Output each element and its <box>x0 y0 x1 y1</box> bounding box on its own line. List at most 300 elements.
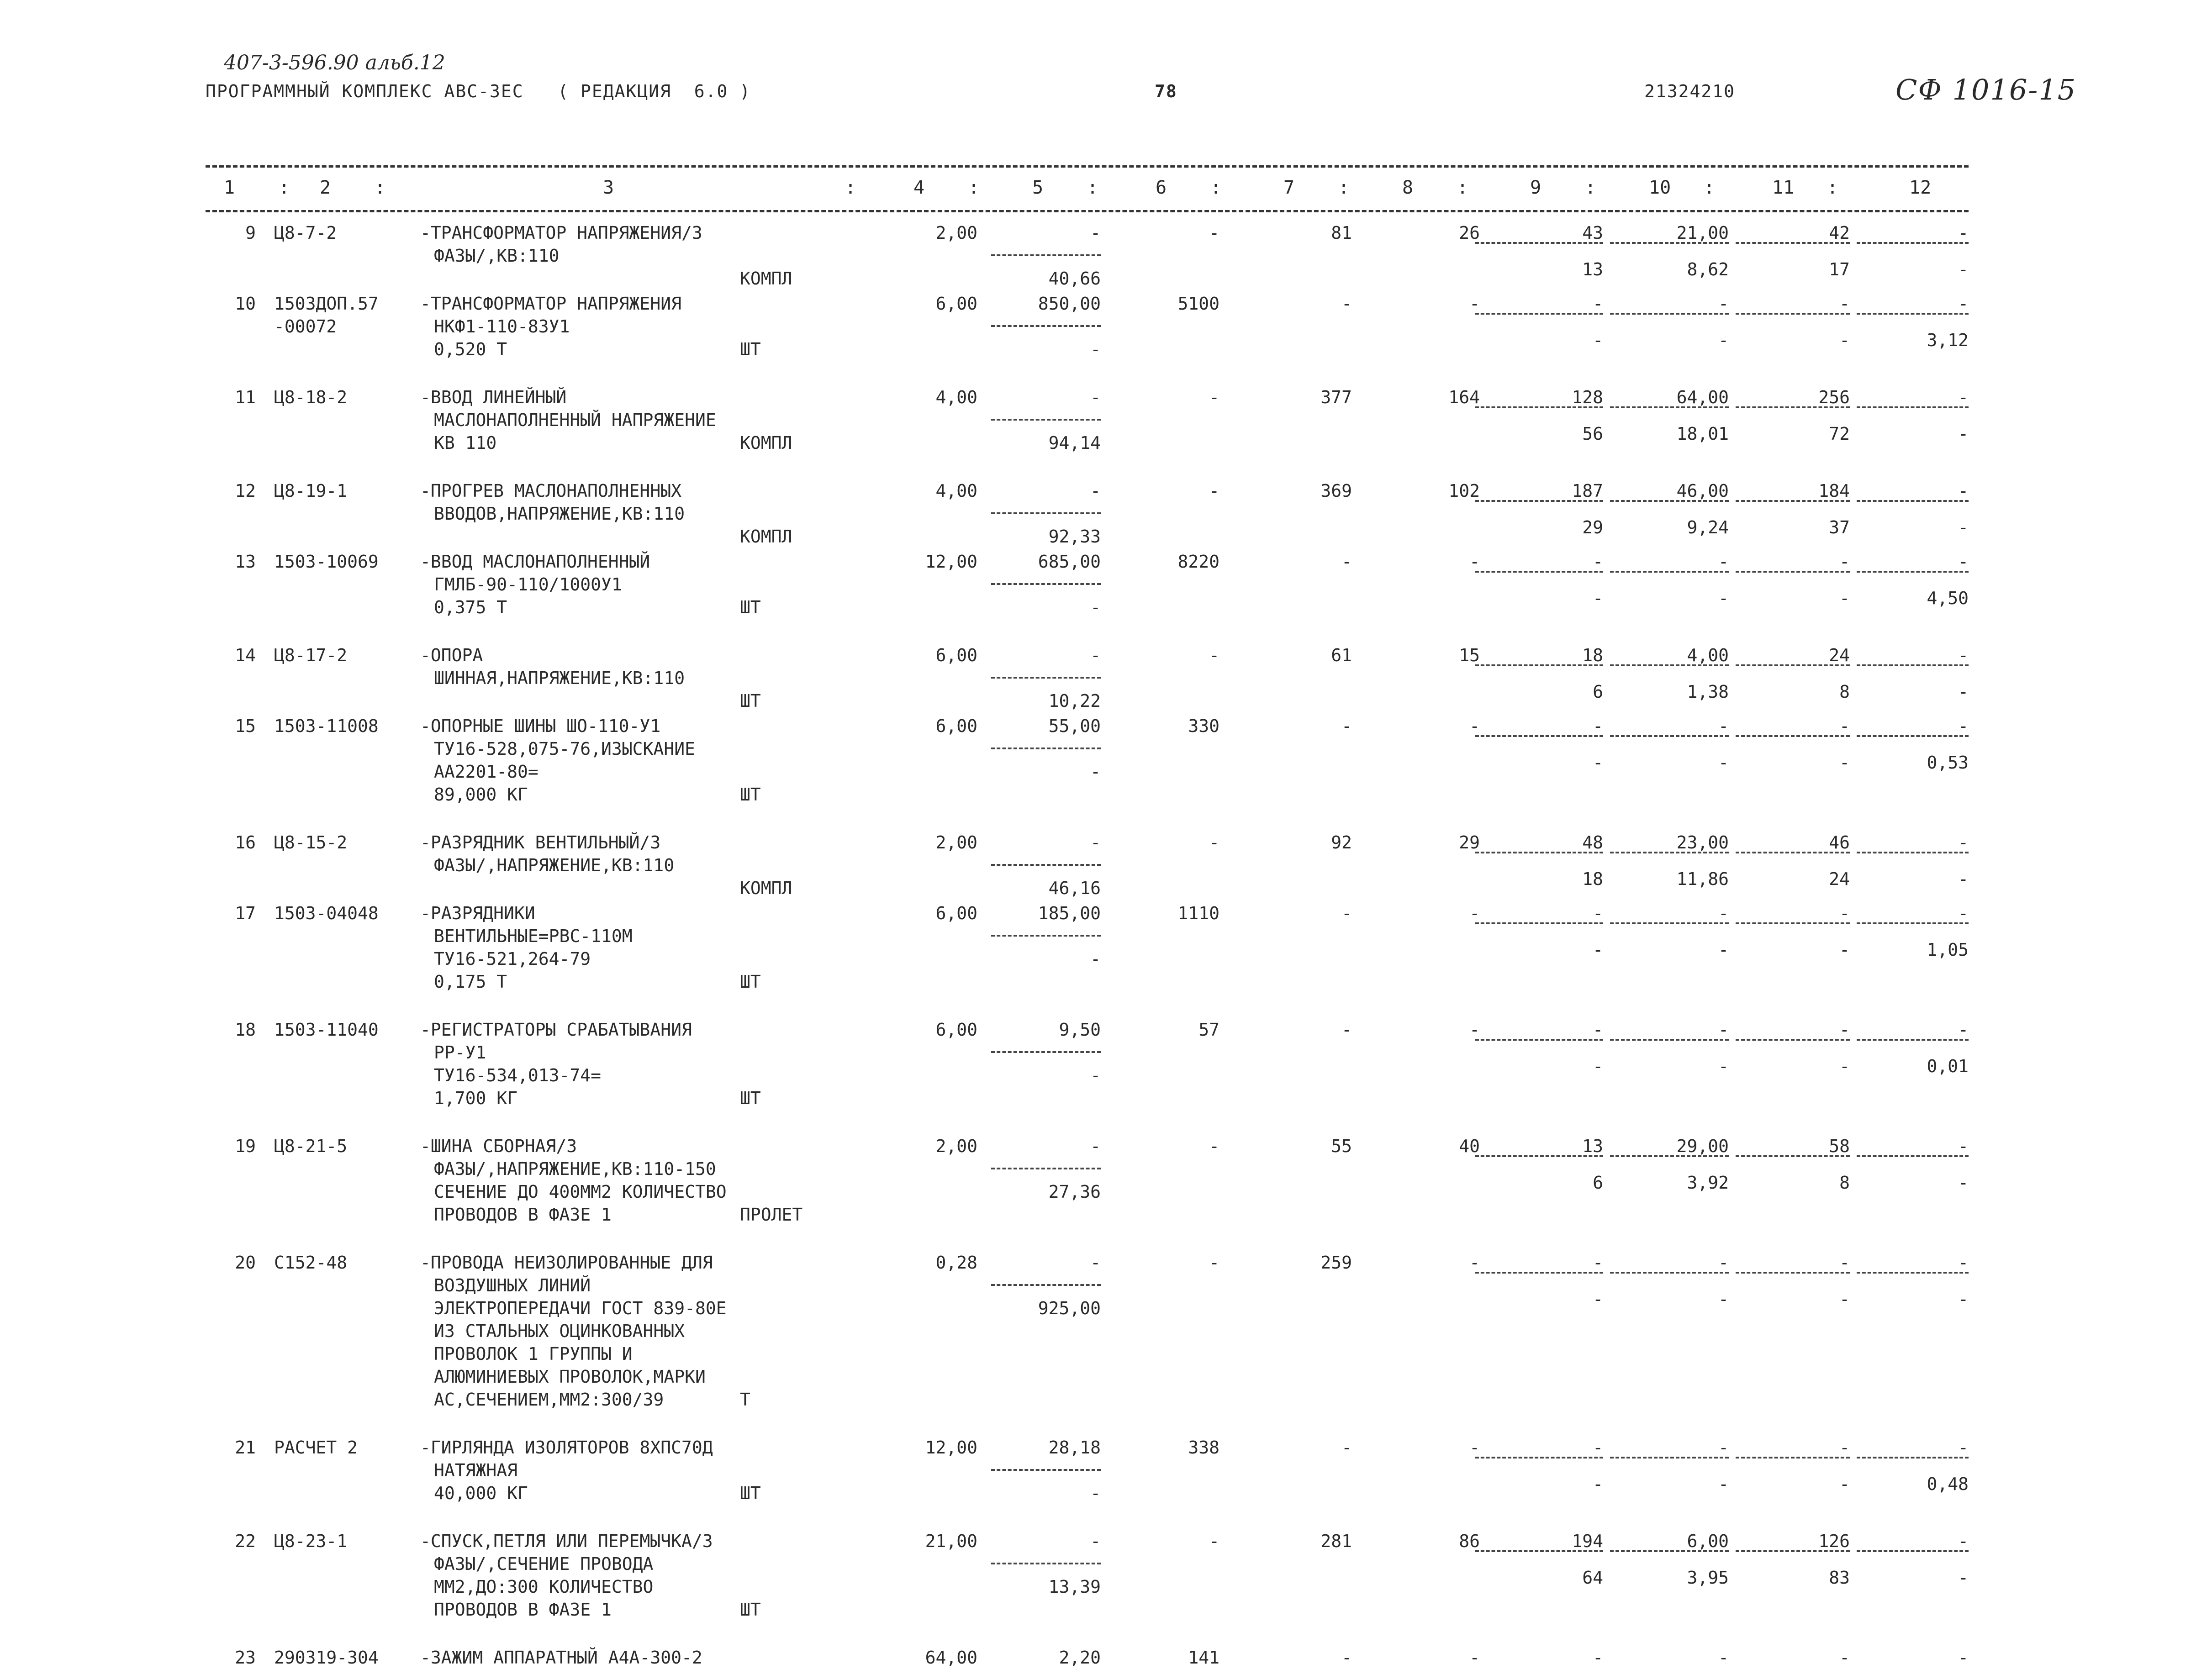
item-description: ПРОВОЛОК 1 ГРУППЫ И <box>434 1344 633 1364</box>
col-8: - <box>1469 1253 1480 1273</box>
col-12: - <box>1958 832 1969 853</box>
rate-code: 1503-04048 <box>274 903 379 923</box>
col-7: 369 <box>1320 481 1352 501</box>
item-description: ВВОДОВ,НАПРЯЖЕНИЕ,КВ:110 <box>434 504 685 524</box>
col-11-lower: 37 <box>1829 517 1850 537</box>
col-10-lower: - <box>1718 1289 1729 1309</box>
rate-code: Ц8-15-2 <box>274 832 348 853</box>
col-11: 24 <box>1829 645 1850 665</box>
item-description: -ТРАНСФОРМАТОР НАПРЯЖЕНИЯ <box>420 294 681 314</box>
col-10-lower: 1,38 <box>1687 682 1729 702</box>
unit: ШТ <box>740 784 761 805</box>
item-description: -СПУСК,ПЕТЛЯ ИЛИ ПЕРЕМЫЧКА/3 <box>420 1531 713 1551</box>
item-description: НКФ1-110-83У1 <box>434 316 570 337</box>
col-12-lower: 1,05 <box>1927 940 1969 960</box>
table-header-rule <box>206 210 1969 212</box>
col-12-lower: - <box>1958 1173 1969 1193</box>
unit-cost-lower: - <box>1090 1065 1101 1085</box>
col-8: 26 <box>1459 223 1480 243</box>
row-number: 10 <box>235 294 256 314</box>
total-cost: - <box>1209 1136 1220 1156</box>
item-description: ВОЗДУШНЫХ ЛИНИЙ <box>434 1275 591 1295</box>
col-9-lower: - <box>1593 1056 1603 1076</box>
column-number: 9 <box>1530 177 1542 198</box>
col-12-lower: - <box>1958 517 1969 537</box>
cell-divider <box>991 1469 1101 1471</box>
unit-cost: 9,50 <box>1059 1020 1101 1040</box>
cell-divider <box>1475 500 1603 502</box>
col-12: - <box>1958 223 1969 243</box>
item-description: 40,000 КГ <box>434 1483 528 1503</box>
col-8: 15 <box>1459 645 1480 665</box>
unit-cost-lower: 925,00 <box>1038 1298 1101 1318</box>
item-description: -ЗАЖИМ АППАРАТНЫЙ А4А-300-2 <box>420 1648 702 1668</box>
column-number: 12 <box>1909 177 1932 198</box>
cell-divider <box>991 419 1101 421</box>
cell-divider <box>1610 735 1729 737</box>
cell-divider <box>1857 922 1969 924</box>
item-description: -РЕГИСТРАТОРЫ СРАБАТЫВАНИЯ <box>420 1020 692 1040</box>
cell-divider <box>1475 242 1603 244</box>
cell-divider <box>1736 1272 1850 1274</box>
item-description: НАТЯЖНАЯ <box>434 1460 518 1480</box>
unit-cost: 28,18 <box>1048 1437 1101 1458</box>
cell-divider <box>1736 571 1850 573</box>
col-9-lower: - <box>1593 330 1603 350</box>
item-description: 89,000 КГ <box>434 784 528 805</box>
col-7: - <box>1341 1648 1352 1668</box>
cell-divider <box>1475 1155 1603 1157</box>
cell-divider <box>991 1168 1101 1169</box>
total-cost: 5100 <box>1177 294 1220 314</box>
col-10-lower: - <box>1718 330 1729 350</box>
col-9: 48 <box>1582 832 1603 853</box>
rate-code: С152-48 <box>274 1253 348 1273</box>
unit-cost-lower: 13,39 <box>1048 1577 1101 1597</box>
row-number: 9 <box>245 223 256 243</box>
col-12-lower: 0,01 <box>1927 1056 1969 1076</box>
program-title: ПРОГРАММНЫЙ КОМПЛЕКС АВС-3ЕС ( РЕДАКЦИЯ 6.0 ) <box>206 81 751 101</box>
column-number: 6 <box>1156 177 1167 198</box>
unit: ШТ <box>740 597 761 617</box>
col-7: - <box>1341 552 1352 572</box>
col-10-lower: - <box>1718 940 1729 960</box>
cell-divider <box>1610 1039 1729 1041</box>
item-description: -ВВОД МАСЛОНАПОЛНЕННЫЙ <box>420 552 650 572</box>
cell-divider <box>1857 852 1969 853</box>
cell-divider <box>1610 406 1729 408</box>
quantity: 6,00 <box>935 903 977 923</box>
col-12: - <box>1958 1136 1969 1156</box>
col-11: 58 <box>1829 1136 1850 1156</box>
cell-divider <box>1610 313 1729 315</box>
col-7: 92 <box>1331 832 1352 853</box>
column-separator: : <box>1827 177 1838 198</box>
unit-cost-lower: - <box>1090 949 1101 969</box>
item-description: -ОПОРА <box>420 645 483 665</box>
item-description: ММ2,ДО:300 КОЛИЧЕСТВО <box>434 1577 654 1597</box>
quantity: 6,00 <box>935 1020 977 1040</box>
total-cost: - <box>1209 387 1220 407</box>
unit-cost: 850,00 <box>1038 294 1101 314</box>
unit: КОМПЛ <box>740 269 792 289</box>
item-description: РР-У1 <box>434 1042 486 1063</box>
col-10: 21,00 <box>1676 223 1729 243</box>
col-12: - <box>1958 645 1969 665</box>
col-10-lower: 3,92 <box>1687 1173 1729 1193</box>
item-description: МАСЛОНАПОЛНЕННЫЙ НАПРЯЖЕНИЕ <box>434 410 716 430</box>
cell-divider <box>1475 313 1603 315</box>
cell-divider <box>1475 1550 1603 1552</box>
col-10: 6,00 <box>1687 1531 1729 1551</box>
col-9-lower: 13 <box>1582 259 1603 279</box>
total-cost: 330 <box>1188 716 1220 736</box>
col-7: - <box>1341 1437 1352 1458</box>
col-10: - <box>1718 716 1729 736</box>
col-8: 102 <box>1448 481 1480 501</box>
quantity: 4,00 <box>935 481 977 501</box>
cell-divider <box>1736 735 1850 737</box>
cell-divider <box>1610 571 1729 573</box>
col-7: - <box>1341 903 1352 923</box>
rate-code: 1503ДОП.57 <box>274 294 379 314</box>
cell-divider <box>1475 1457 1603 1458</box>
cell-divider <box>1475 735 1603 737</box>
rate-code: Ц8-21-5 <box>274 1136 348 1156</box>
item-description: -ТРАНСФОРМАТОР НАПРЯЖЕНИЯ/3 <box>420 223 702 243</box>
col-9: - <box>1593 1437 1603 1458</box>
cell-divider <box>1736 852 1850 853</box>
unit-cost: 2,20 <box>1059 1648 1101 1668</box>
col-11: - <box>1839 1648 1850 1668</box>
total-cost: - <box>1209 223 1220 243</box>
unit-cost-lower: - <box>1090 339 1101 359</box>
total-cost: - <box>1209 645 1220 665</box>
item-description: ЭЛЕКТРОПЕРЕДАЧИ ГОСТ 839-80Е <box>434 1298 727 1318</box>
item-description: 0,375 Т <box>434 597 507 617</box>
col-9-lower: - <box>1593 753 1603 773</box>
col-10: 64,00 <box>1676 387 1729 407</box>
row-number: 20 <box>235 1253 256 1273</box>
col-11: 256 <box>1818 387 1850 407</box>
quantity: 64,00 <box>925 1648 977 1668</box>
col-7: 81 <box>1331 223 1352 243</box>
col-10: 46,00 <box>1676 481 1729 501</box>
col-9: - <box>1593 903 1603 923</box>
item-description: ТУ16-521,264-79 <box>434 949 591 969</box>
col-9-lower: - <box>1593 588 1603 608</box>
col-12-lower: 0,53 <box>1927 753 1969 773</box>
rate-code: 1503-11008 <box>274 716 379 736</box>
cell-divider <box>991 935 1101 937</box>
unit-cost-lower: - <box>1090 597 1101 617</box>
rate-code: 1503-11040 <box>274 1020 379 1040</box>
column-separator: : <box>375 177 386 198</box>
item-description: -ГИРЛЯНДА ИЗОЛЯТОРОВ 8ХПС70Д <box>420 1437 713 1458</box>
col-12: - <box>1958 1648 1969 1668</box>
col-11-lower: - <box>1839 1056 1850 1076</box>
item-description: ВЕНТИЛЬНЫЕ=РВС-110М <box>434 926 633 946</box>
col-10: - <box>1718 1253 1729 1273</box>
col-10: - <box>1718 1020 1729 1040</box>
item-description: ФАЗЫ/,СЕЧЕНИЕ ПРОВОДА <box>434 1554 654 1574</box>
col-10: 4,00 <box>1687 645 1729 665</box>
cell-divider <box>991 1051 1101 1053</box>
unit-cost: 185,00 <box>1038 903 1101 923</box>
col-12-lower: - <box>1958 259 1969 279</box>
page-number: 78 <box>1155 81 1177 101</box>
item-description: -ОПОРНЫЕ ШИНЫ ШО-110-У1 <box>420 716 661 736</box>
item-description: АА2201-80= <box>434 762 538 782</box>
cell-divider <box>1736 1155 1850 1157</box>
item-description: КВ 110 <box>434 433 497 453</box>
quantity: 0,28 <box>935 1253 977 1273</box>
row-number: 12 <box>235 481 256 501</box>
col-11: 42 <box>1829 223 1850 243</box>
col-12-lower: 4,50 <box>1927 588 1969 608</box>
unit: ШТ <box>740 1483 761 1503</box>
column-number: 1 <box>224 177 235 198</box>
col-9: 187 <box>1572 481 1603 501</box>
col-10: - <box>1718 294 1729 314</box>
col-11-lower: - <box>1839 940 1850 960</box>
column-separator: : <box>845 177 856 198</box>
unit-cost: 55,00 <box>1048 716 1101 736</box>
col-8: 29 <box>1459 832 1480 853</box>
column-number: 11 <box>1772 177 1795 198</box>
col-10: 29,00 <box>1676 1136 1729 1156</box>
col-8: - <box>1469 903 1480 923</box>
cell-divider <box>1475 664 1603 666</box>
item-description: -ВВОД ЛИНЕЙНЫЙ <box>420 387 567 407</box>
unit-cost-lower: - <box>1090 1483 1101 1503</box>
cell-divider <box>1610 1457 1729 1458</box>
item-description: ФАЗЫ/,КВ:110 <box>434 246 560 266</box>
col-10-lower: 18,01 <box>1676 424 1729 444</box>
col-11-lower: 8 <box>1839 682 1850 702</box>
unit: Т <box>740 1390 750 1410</box>
cell-divider <box>1610 1272 1729 1274</box>
rate-code: Ц8-7-2 <box>274 223 337 243</box>
col-9: 13 <box>1582 1136 1603 1156</box>
unit-cost-lower: - <box>1090 762 1101 782</box>
col-11: - <box>1839 552 1850 572</box>
cell-divider <box>991 583 1101 585</box>
column-separator: : <box>1087 177 1098 198</box>
unit: КОМПЛ <box>740 878 792 898</box>
cell-divider <box>1736 242 1850 244</box>
cell-divider <box>1857 1457 1969 1458</box>
total-cost: - <box>1209 1531 1220 1551</box>
total-cost: - <box>1209 832 1220 853</box>
row-number: 17 <box>235 903 256 923</box>
col-12: - <box>1958 903 1969 923</box>
col-11: 184 <box>1818 481 1850 501</box>
col-11: - <box>1839 1437 1850 1458</box>
cell-divider <box>1736 1550 1850 1552</box>
col-9: - <box>1593 294 1603 314</box>
col-11-lower: 72 <box>1829 424 1850 444</box>
table-top-rule <box>206 165 1969 168</box>
item-description: ПРОВОДОВ В ФАЗЕ 1 <box>434 1600 612 1620</box>
column-separator: : <box>1210 177 1222 198</box>
column-number: 2 <box>320 177 331 198</box>
item-description: ШИННАЯ,НАПРЯЖЕНИЕ,КВ:110 <box>434 668 685 688</box>
cell-divider <box>1475 852 1603 853</box>
quantity: 6,00 <box>935 294 977 314</box>
item-description: ФАЗЫ/,НАПРЯЖЕНИЕ,КВ:110-150 <box>434 1159 716 1179</box>
unit: ШТ <box>740 691 761 711</box>
unit-cost: - <box>1090 1253 1101 1273</box>
document-code: 21324210 <box>1644 81 1736 101</box>
col-9: 18 <box>1582 645 1603 665</box>
col-8: - <box>1469 552 1480 572</box>
item-description: -ПРОГРЕВ МАСЛОНАПОЛНЕННЫХ <box>420 481 681 501</box>
col-11-lower: - <box>1839 1289 1850 1309</box>
col-8: - <box>1469 1437 1480 1458</box>
col-10-lower: - <box>1718 753 1729 773</box>
unit-cost-lower: 94,14 <box>1048 433 1101 453</box>
col-8: - <box>1469 1648 1480 1668</box>
cell-divider <box>1857 1272 1969 1274</box>
handwritten-stamp: СФ 1016-15 <box>1895 73 2077 106</box>
total-cost: 57 <box>1198 1020 1220 1040</box>
rate-code: 1503-10069 <box>274 552 379 572</box>
quantity: 2,00 <box>935 223 977 243</box>
col-9-lower: - <box>1593 1289 1603 1309</box>
col-7: 55 <box>1331 1136 1352 1156</box>
col-12: - <box>1958 481 1969 501</box>
col-11-lower: 24 <box>1829 869 1850 889</box>
cell-divider <box>1857 1550 1969 1552</box>
cell-divider <box>1857 664 1969 666</box>
col-10: - <box>1718 1648 1729 1668</box>
cell-divider <box>1736 664 1850 666</box>
col-9: - <box>1593 1648 1603 1668</box>
col-7: 377 <box>1320 387 1352 407</box>
cell-divider <box>1610 242 1729 244</box>
col-8: - <box>1469 1020 1480 1040</box>
item-description: -РАЗРЯДНИК ВЕНТИЛЬНЫЙ/3 <box>420 832 661 853</box>
row-number: 21 <box>235 1437 256 1458</box>
item-description: СЕЧЕНИЕ ДО 400ММ2 КОЛИЧЕСТВО <box>434 1182 727 1202</box>
cell-divider <box>991 1284 1101 1286</box>
col-8: - <box>1469 294 1480 314</box>
cell-divider <box>1857 735 1969 737</box>
column-separator: : <box>1338 177 1350 198</box>
col-10: 23,00 <box>1676 832 1729 853</box>
col-10-lower: 11,86 <box>1676 869 1729 889</box>
cell-divider <box>1736 1039 1850 1041</box>
item-description: ИЗ СТАЛЬНЫХ ОЦИНКОВАННЫХ <box>434 1321 685 1341</box>
unit-cost: - <box>1090 1136 1101 1156</box>
col-12: - <box>1958 1437 1969 1458</box>
quantity: 4,00 <box>935 387 977 407</box>
cell-divider <box>1736 1457 1850 1458</box>
cell-divider <box>1475 571 1603 573</box>
unit-cost: - <box>1090 223 1101 243</box>
cell-divider <box>1610 922 1729 924</box>
cell-divider <box>1857 406 1969 408</box>
col-12: - <box>1958 1253 1969 1273</box>
cell-divider <box>1736 922 1850 924</box>
col-11: - <box>1839 1020 1850 1040</box>
unit-cost: 685,00 <box>1038 552 1101 572</box>
total-cost: 8220 <box>1177 552 1220 572</box>
cell-divider <box>991 254 1101 256</box>
col-12: - <box>1958 387 1969 407</box>
row-number: 22 <box>235 1531 256 1551</box>
col-12: - <box>1958 1020 1969 1040</box>
item-description: 0,520 Т <box>434 339 507 359</box>
column-number: 4 <box>913 177 925 198</box>
row-number: 16 <box>235 832 256 853</box>
col-10-lower: - <box>1718 588 1729 608</box>
col-7: - <box>1341 716 1352 736</box>
col-12-lower: - <box>1958 1289 1969 1309</box>
row-number: 11 <box>235 387 256 407</box>
column-number: 3 <box>603 177 614 198</box>
column-number: 10 <box>1649 177 1671 198</box>
col-10-lower: 8,62 <box>1687 259 1729 279</box>
col-11-lower: 8 <box>1839 1173 1850 1193</box>
item-description: АЛЮМИНИЕВЫХ ПРОВОЛОК,МАРКИ <box>434 1367 706 1387</box>
unit-cost-lower: 92,33 <box>1048 526 1101 547</box>
col-9: 194 <box>1572 1531 1603 1551</box>
item-description: ПРОВОДОВ В ФАЗЕ 1 <box>434 1205 612 1225</box>
cell-divider <box>1475 922 1603 924</box>
cell-divider <box>991 677 1101 679</box>
col-9-lower: 6 <box>1593 1173 1603 1193</box>
cell-divider <box>1857 313 1969 315</box>
cell-divider <box>991 325 1101 327</box>
cell-divider <box>1610 500 1729 502</box>
col-11: - <box>1839 1253 1850 1273</box>
unit: ШТ <box>740 339 761 359</box>
rate-code: Ц8-23-1 <box>274 1531 348 1551</box>
col-12-lower: - <box>1958 682 1969 702</box>
unit-cost: - <box>1090 387 1101 407</box>
col-10-lower: - <box>1718 1056 1729 1076</box>
col-8: 40 <box>1459 1136 1480 1156</box>
row-number: 23 <box>235 1648 256 1668</box>
unit-cost: - <box>1090 832 1101 853</box>
cell-divider <box>1736 500 1850 502</box>
cell-divider <box>991 1563 1101 1564</box>
item-description: ТУ16-534,013-74= <box>434 1065 602 1085</box>
cell-divider <box>1857 571 1969 573</box>
col-8: 86 <box>1459 1531 1480 1551</box>
row-number: 18 <box>235 1020 256 1040</box>
item-description: ГМЛБ-90-110/1000У1 <box>434 574 622 595</box>
item-description: 1,700 КГ <box>434 1088 518 1108</box>
col-9-lower: 56 <box>1582 424 1603 444</box>
col-12-lower: - <box>1958 424 1969 444</box>
col-12: - <box>1958 552 1969 572</box>
unit-cost: - <box>1090 645 1101 665</box>
rate-code-suffix: -00072 <box>274 316 337 337</box>
column-separator: : <box>968 177 980 198</box>
col-7: 61 <box>1331 645 1352 665</box>
col-11-lower: 17 <box>1829 259 1850 279</box>
col-11-lower: - <box>1839 753 1850 773</box>
quantity: 2,00 <box>935 832 977 853</box>
cell-divider <box>991 512 1101 514</box>
col-12-lower: - <box>1958 1568 1969 1588</box>
col-11: 46 <box>1829 832 1850 853</box>
item-description: -ШИНА СБОРНАЯ/3 <box>420 1136 577 1156</box>
rate-code: Ц8-19-1 <box>274 481 348 501</box>
